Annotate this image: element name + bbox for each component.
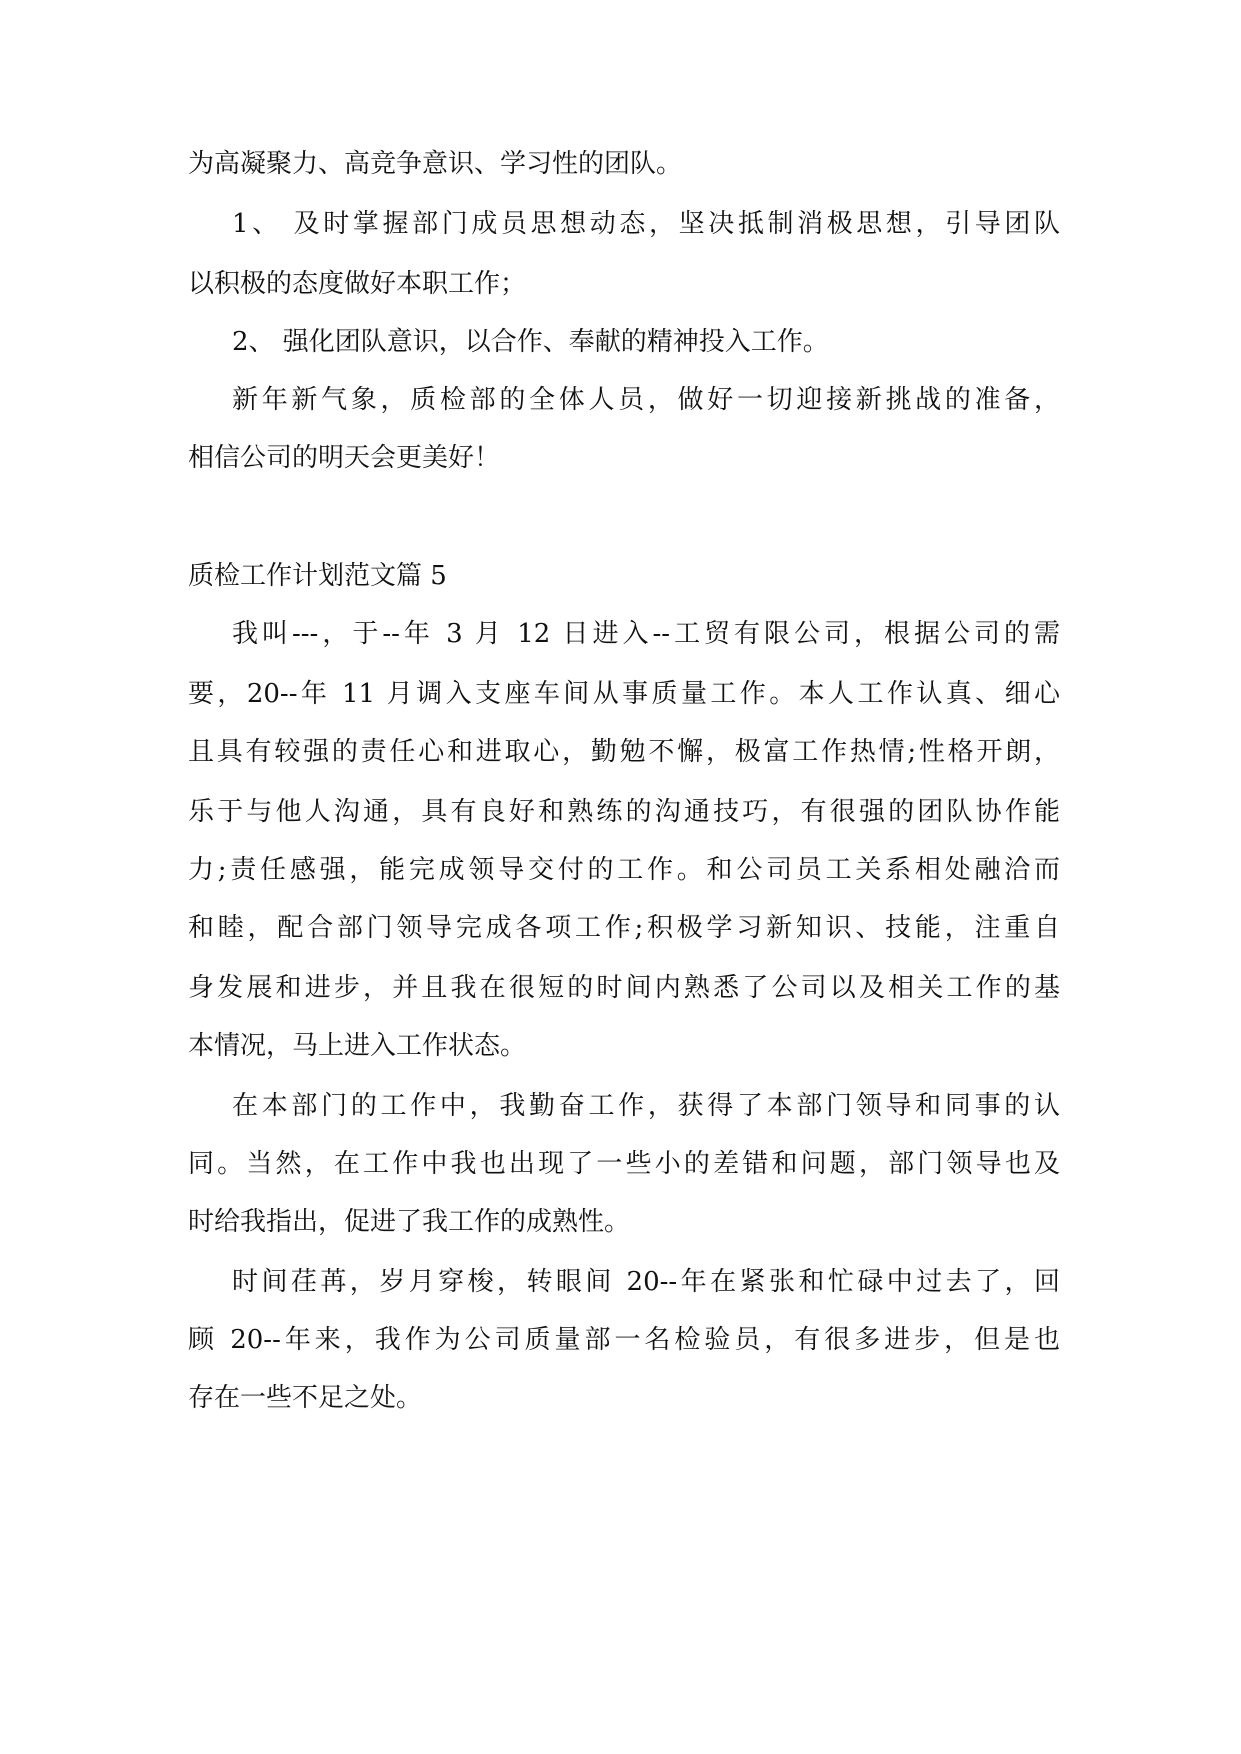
paragraph-line: 要，20--年 11 月调入支座车间从事质量工作。本人工作认真、细心: [188, 679, 1060, 709]
list-item-line: 1、 及时掌握部门成员思想动态，坚决抵制消极思想，引导团队: [232, 209, 1060, 239]
list-item-line: 2、 强化团队意识，以合作、奉献的精神投入工作。: [232, 327, 829, 357]
paragraph-line: 且具有较强的责任心和进取心，勤勉不懈，极富工作热情;性格开朗，: [188, 737, 1060, 767]
paragraph-line: 乐于与他人沟通，具有良好和熟练的沟通技巧，有很强的团队协作能: [188, 797, 1060, 827]
paragraph-line: 同。当然，在工作中我也出现了一些小的差错和问题，部门领导也及: [188, 1149, 1060, 1179]
paragraph-line: 时间荏苒，岁月穿梭，转眼间 20--年在紧张和忙碌中过去了，回: [232, 1267, 1060, 1297]
paragraph-line: 相信公司的明天会更美好！: [188, 443, 501, 473]
section-heading: 质检工作计划范文篇 5: [188, 561, 447, 591]
paragraph-line: 力;责任感强，能完成领导交付的工作。和公司员工关系相处融洽而: [188, 855, 1060, 885]
paragraph-line: 我叫---，于--年 3 月 12 日进入--工贸有限公司，根据公司的需: [232, 619, 1060, 649]
paragraph-line: 为高凝聚力、高竞争意识、学习性的团队。: [188, 149, 683, 179]
paragraph-line: 存在一些不足之处。: [188, 1383, 423, 1413]
paragraph-line: 以积极的态度做好本职工作；: [188, 269, 527, 299]
paragraph-line: 顾 20--年来，我作为公司质量部一名检验员，有很多进步，但是也: [188, 1325, 1060, 1355]
paragraph-line: 时给我指出，促进了我工作的成熟性。: [188, 1207, 631, 1237]
paragraph-line: 新年新气象，质检部的全体人员，做好一切迎接新挑战的准备，: [232, 385, 1060, 415]
paragraph-line: 本情况，马上进入工作状态。: [188, 1031, 527, 1061]
paragraph-line: 在本部门的工作中，我勤奋工作，获得了本部门领导和同事的认: [232, 1091, 1060, 1121]
paragraph-line: 身发展和进步，并且我在很短的时间内熟悉了公司以及相关工作的基: [188, 973, 1060, 1003]
paragraph-line: 和睦，配合部门领导完成各项工作;积极学习新知识、技能，注重自: [188, 913, 1060, 943]
